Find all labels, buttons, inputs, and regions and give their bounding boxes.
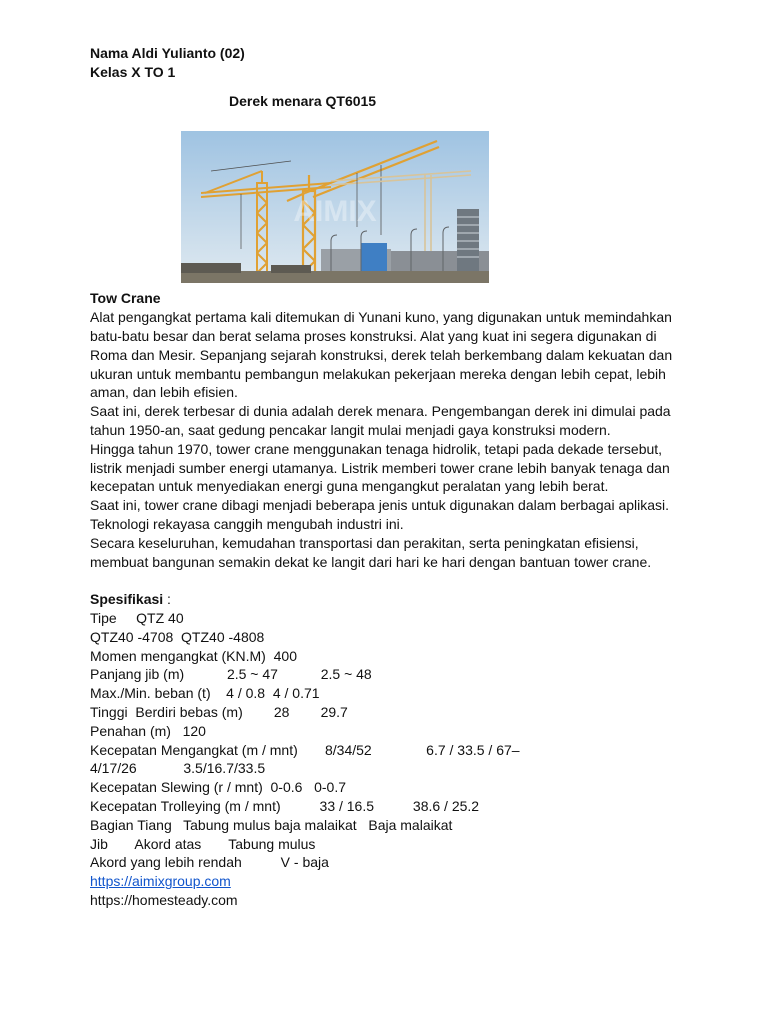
spec-row: Tinggi Berdiri bebas (m) 28 29.7 — [90, 703, 348, 720]
class-label: Kelas X TO 1 — [90, 63, 176, 80]
body-line: tahun 1950-an, saat gedung pencakar langit mulai menjadi gaya konstruksi modern. — [90, 421, 611, 438]
body-text — [90, 308, 690, 571]
body-line: Saat ini, tower crane dibagi menjadi beberapa jenis untuk digunakan dalam berbagai aplikasi. — [90, 497, 670, 514]
body-line: kecepatan untuk menyediakan energi guna mengangkut peralatan yang lebih berat. — [90, 478, 609, 495]
tower-crane-illustration — [181, 131, 489, 283]
body-line: aman, dan lebih efisien. — [90, 384, 238, 401]
body-line: Teknologi rekayasa canggih mengubah industri ini. — [90, 515, 404, 532]
spec-heading — [90, 590, 690, 609]
body-line: ukuran untuk membantu pembangun melakukan pekerjaan mereka dengan lebih cepat, lebih — [90, 365, 666, 382]
body-line: Roma dan Mesir. Sepanjang sejarah konstruksi, derek telah berkembang dalam kekuatan dan — [90, 346, 673, 363]
spec-row: Max./Min. beban (t) 4 / 0.8 4 / 0.71 — [90, 685, 320, 702]
section-title: Tow Crane — [90, 290, 161, 307]
spec-list — [90, 609, 690, 872]
source-link-aimix[interactable]: https://aimixgroup.com — [90, 873, 231, 890]
spec-row: Kecepatan Slewing (r / mnt) 0-0.6 0-0.7 — [90, 779, 347, 796]
spec-row: Momen mengangkat (KN.M) 400 — [90, 647, 297, 664]
spec-row: Jib Akord atas Tabung mulus — [90, 835, 316, 852]
spec-row: Kecepatan Mengangkat (m / mnt) 8/34/52 6.7 / 33.5 / 67– — [90, 741, 520, 758]
body-line: batu-batu besar dan berat selama proses konstruksi. Alat yang kuat ini segera digunakan di — [90, 327, 657, 344]
body-line: Secara keseluruhan, kemudahan transportasi dan perakitan, serta peningkatan efisiensi, — [90, 534, 639, 551]
photo-watermark: AIMIX — [293, 195, 377, 229]
spec-row: Akord yang lebih rendah V - baja — [90, 854, 329, 871]
spec-row: Bagian Tiang Tabung mulus baja malaikat Baja malaikat — [90, 816, 453, 833]
document-page — [90, 44, 690, 910]
spec-heading-label: Spesifikasi — [90, 591, 164, 608]
spec-row: Tipe QTZ 40 — [90, 609, 184, 626]
spec-heading-colon: : — [163, 591, 171, 608]
body-line: Hingga tahun 1970, tower crane menggunakan tenaga hidrolik, tetapi pada dekade tersebut, — [90, 440, 663, 457]
spec-row: QTZ40 -4708 QTZ40 -4808 — [90, 628, 265, 645]
body-line: Alat pengangkat pertama kali ditemukan di Yunani kuno, yang digunakan untuk memindahkan — [90, 309, 672, 326]
tower-crane-photo — [181, 131, 489, 283]
document-title: Derek menara QT6015 — [229, 92, 377, 109]
spec-row: Kecepatan Trolleying (m / mnt) 33 / 16.5 38.6 / 25.2 — [90, 797, 480, 814]
source-text-homesteady: https://homesteady.com — [90, 891, 238, 908]
body-line: listrik menjadi sumber energi utamanya. Listrik memberi tower crane lebih banyak tenaga dan — [90, 459, 670, 476]
body-line: Saat ini, derek terbesar di dunia adalah derek menara. Pengembangan derek ini dimulai pada — [90, 403, 671, 420]
spec-row: 4/17/26 3.5/16.7/33.5 — [90, 760, 266, 777]
body-line: membuat bangunan semakin dekat ke langit dari hari ke hari dengan bantuan tower crane. — [90, 553, 652, 570]
author-name: Nama Aldi Yulianto (02) — [90, 45, 245, 61]
spec-row: Penahan (m) 120 — [90, 722, 206, 739]
spec-row: Panjang jib (m) 2.5 ~ 47 2.5 ~ 48 — [90, 666, 372, 683]
